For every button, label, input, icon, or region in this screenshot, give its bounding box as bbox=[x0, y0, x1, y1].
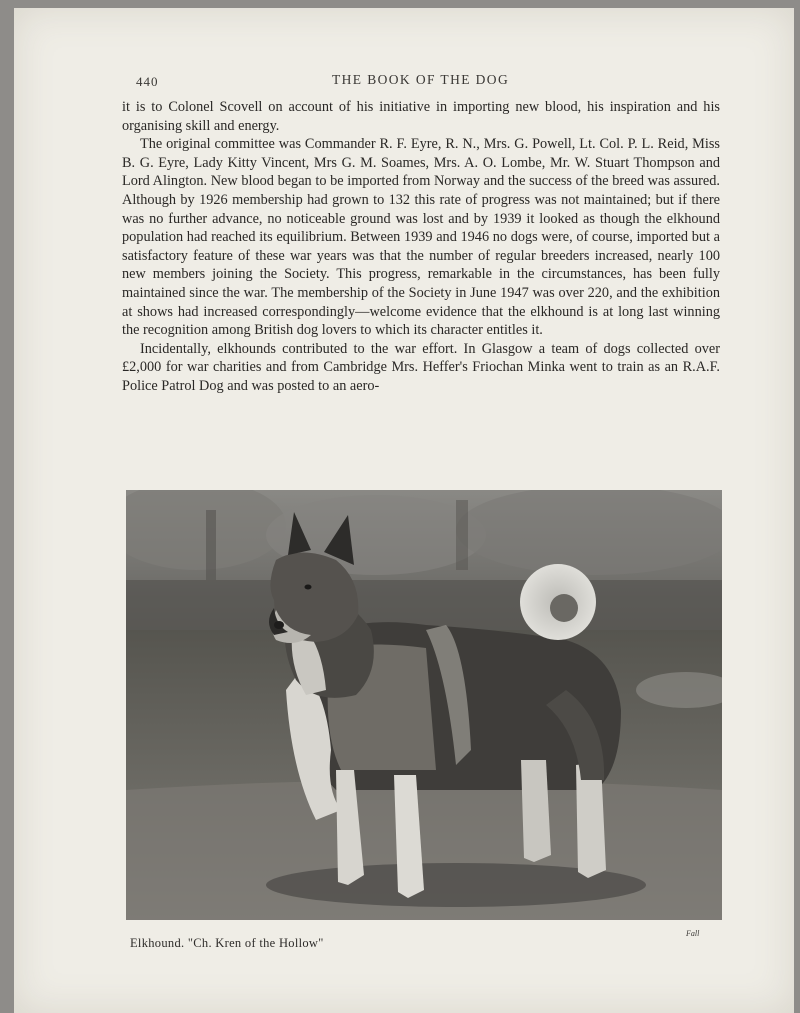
elkhound-image bbox=[126, 490, 722, 920]
paragraph: The original committee was Commander R. F. Eyre, R. N., Mrs. G. Powell, Lt. Col. P. L. Reid, Miss B. G. Eyre, Lady Kitty Vincent, Mrs G. M. Soames, Mrs. A. O. Lombe, Mr. W. Stuart Thompson and Lord Alington. New blood began to be imported from Norway and the success of the breed was assured. Although by 1926 membership had grown to 132 this rate of progress was not maintained; but if there was no further advance, no noticeable ground was lost and by 1939 it looked as though the elkhound population had reached its equilibrium. Between 1939 and 1946 no dogs were, of course, imported but a satisfactory feature of these war years was that the number of regular breeders increased, nearly 100 new members joining the Society. This progress, remarkable in the circumstances, has been fully maintained since the war. The membership of the Society in June 1947 was over 220, and the exhibition at shows had increased correspondingly—welcome evidence that the elkhound is at long last winning the recognition among British dog lovers to which its character entitles it. bbox=[122, 136, 720, 339]
page-number: 440 bbox=[136, 74, 159, 89]
running-head: THE BOOK OF THE DOG bbox=[332, 72, 510, 87]
photo-credit: Fall bbox=[686, 929, 700, 938]
body-text bbox=[122, 98, 720, 396]
paragraph: Incidentally, elkhounds contributed to the war effort. In Glasgow a team of dogs collected over £2,000 for war charities and from Cambridge Mrs. Heffer's Friochan Minka went to train as an R.A.F. Police Patrol Dog and was posted to an aero- bbox=[122, 340, 720, 394]
paragraph: it is to Colonel Scovell on account of his initiative in importing new blood, his inspiration and his organising skill and energy. bbox=[122, 99, 720, 134]
dog-photograph bbox=[126, 490, 722, 920]
figure-caption: Elkhound. "Ch. Kren of the Hollow" bbox=[130, 936, 324, 950]
